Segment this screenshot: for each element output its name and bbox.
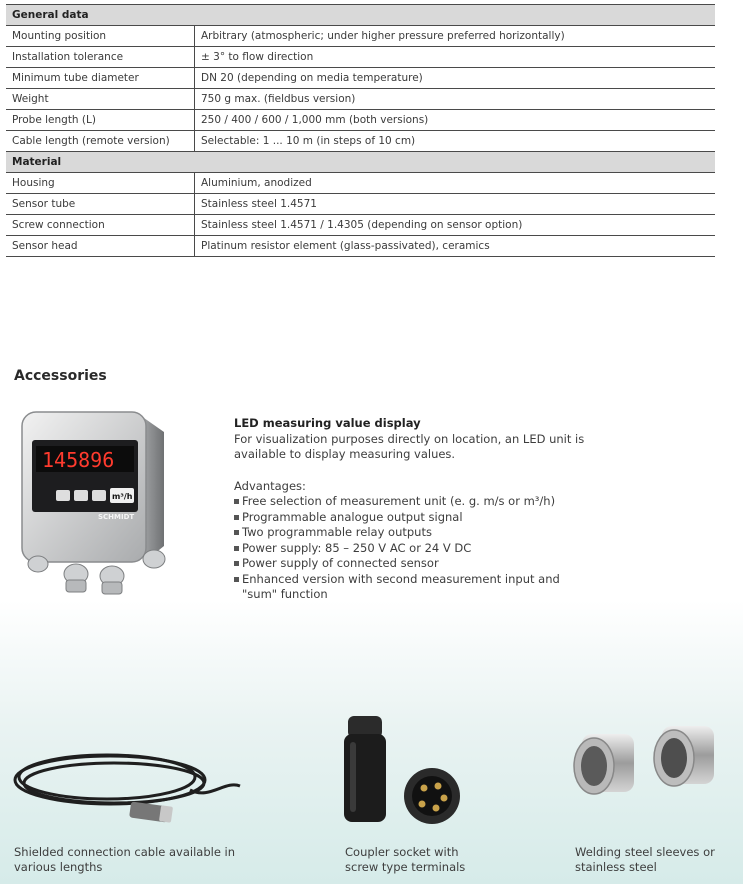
table-row [6,89,715,110]
caption-line: Shielded connection cable available in [14,845,236,859]
section-header-material [6,152,715,173]
spec-label: Minimum tube diameter [6,68,195,89]
coupler-caption [345,845,465,875]
spec-label: Installation tolerance [6,47,195,68]
coupler-socket-image [340,712,470,832]
display-title: LED measuring value display [234,416,421,430]
spec-label: Sensor tube [6,194,195,215]
table-row [6,68,715,89]
spec-value: Arbitrary (atmospheric; under higher pressure preferred horizontally) [195,26,716,47]
brand-label: SCHMIDT [98,513,135,521]
sleeves-caption [575,845,715,875]
list-item: Enhanced version with second measurement input and "sum" function [234,572,594,603]
caption-line: various lengths [14,860,103,874]
led-readout: 145896 [42,448,115,472]
list-item: Programmable analogue output signal [234,510,594,526]
table-row [6,194,715,215]
table-row [6,26,715,47]
unit-button-label: m³/h [112,492,133,501]
spec-value: DN 20 (depending on media temperature) [195,68,716,89]
list-item: Free selection of measurement unit (e. g. m/s or m³/h) [234,494,594,510]
spec-value: Aluminium, anodized [195,173,716,194]
spec-label: Probe length (L) [6,110,195,131]
spec-label: Housing [6,173,195,194]
spec-value: 250 / 400 / 600 / 1,000 mm (both versions) [195,110,716,131]
spec-value: Platinum resistor element (glass-passivated), ceramics [195,236,716,257]
caption-line: Coupler socket with [345,845,459,859]
caption-line: stainless steel [575,860,657,874]
table-row [6,215,715,236]
accessories-heading: Accessories [14,368,107,384]
spec-label: Weight [6,89,195,110]
advantages-list [234,494,594,603]
table-row [6,110,715,131]
spec-value: 750 g max. (fieldbus version) [195,89,716,110]
cable-caption [14,845,235,875]
spec-label: Mounting position [6,26,195,47]
caption-line: Welding steel sleeves or [575,845,715,859]
section-heading: Material [6,152,715,173]
table-row [6,47,715,68]
caption-line: screw type terminals [345,860,466,874]
display-description [234,416,594,603]
section-header-general [6,5,715,26]
spec-label: Screw connection [6,215,195,236]
spec-table [6,4,715,257]
spec-value: Stainless steel 1.4571 [195,194,716,215]
section-heading: General data [6,5,715,26]
table-row [6,236,715,257]
spec-value: Selectable: 1 ... 10 m (in steps of 10 cm) [195,131,716,152]
welding-sleeves-image [562,718,732,808]
display-description-text: For visualization purposes directly on location, an LED unit is available to display measuring values. [234,431,585,461]
connection-cable-image [10,740,245,835]
spec-value: Stainless steel 1.4571 / 1.4305 (depending on sensor option) [195,215,716,236]
list-item: Two programmable relay outputs [234,525,594,541]
spec-label: Cable length (remote version) [6,131,195,152]
advantages-label: Advantages: [234,478,306,493]
table-row [6,131,715,152]
spec-label: Sensor head [6,236,195,257]
spec-value: ± 3° to flow direction [195,47,716,68]
list-item: Power supply of connected sensor [234,556,594,572]
table-row [6,173,715,194]
list-item: Power supply: 85 – 250 V AC or 24 V DC [234,541,594,557]
led-display-unit-image [14,404,204,604]
